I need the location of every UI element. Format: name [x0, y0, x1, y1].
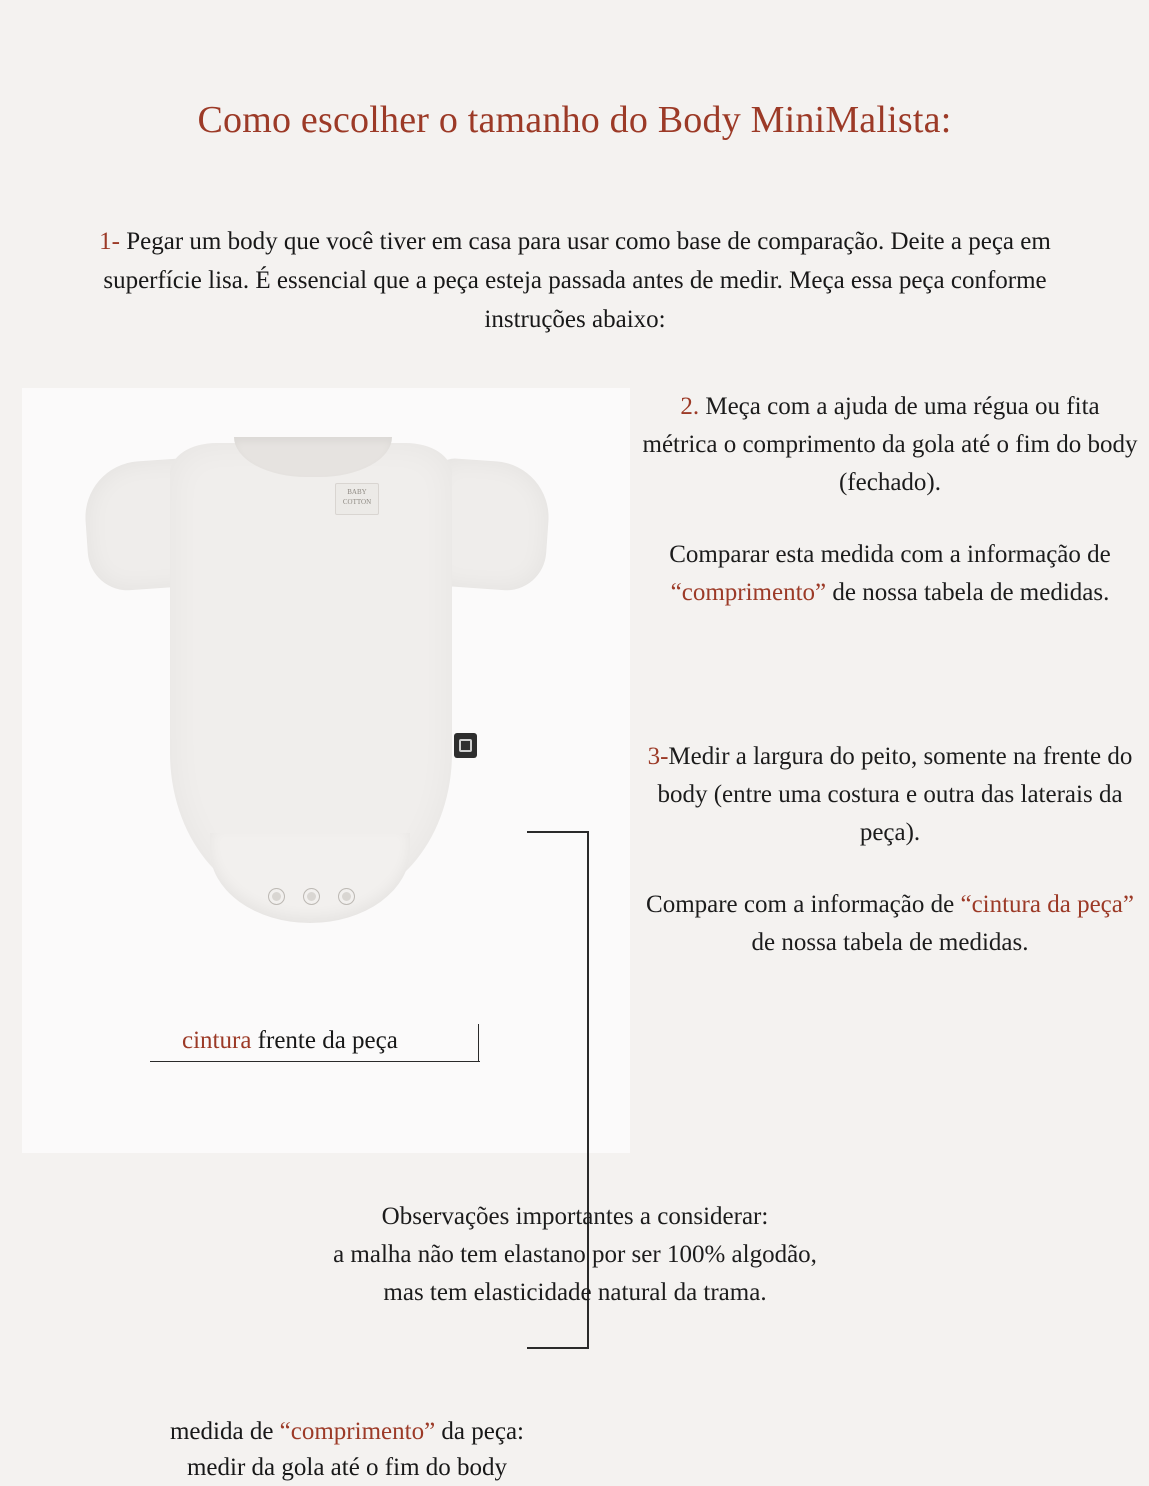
notes-line-3: mas tem elasticidade natural da trama.: [383, 1279, 767, 1306]
caption-prefix: medida de: [169, 1418, 280, 1445]
important-notes: [95, 1198, 1055, 1312]
waist-measure-line: [150, 1061, 480, 1062]
waist-label-accent: cintura: [182, 1027, 252, 1054]
step-2-text: Meça com a ajuda de uma régua ou fita métrica o comprimento da gola até o fim do body (fechado).: [642, 393, 1138, 496]
caption-line2: medir da gola até o fim do body: [186, 1454, 508, 1481]
notes-line-2: a malha não tem elastano por ser 100% algodão,: [333, 1241, 817, 1268]
step-2-paragraph: [640, 388, 1140, 502]
page-title: Como escolher o tamanho do Body MiniMalista:: [197, 99, 952, 141]
step-3-text: Medir a largura do peito, somente na frente do body (entre uma costura e outra das laterais da peça).: [657, 743, 1133, 846]
intro-step-number: 1-: [99, 228, 120, 255]
step-2-compare-accent: “comprimento”: [670, 579, 827, 606]
step-2-compare-prefix: Comparar esta medida com a informação de: [669, 541, 1111, 568]
bodysuit-crotch: [210, 833, 410, 923]
snap-button: [303, 888, 320, 905]
step-3-compare-prefix: Compare com a informação de: [646, 891, 961, 918]
waist-label-rest: frente da peça: [251, 1027, 398, 1054]
intro-text: Pegar um body que você tiver em casa para usar como base de comparação. Deite a peça em superfície lisa. É essencial que a peça esteja passada antes de medir. Meça essa peça conforme instruções abaixo:: [103, 228, 1051, 333]
step-3-compare-suffix: de nossa tabela de medidas.: [751, 929, 1029, 956]
caption-suffix: da peça:: [435, 1418, 525, 1445]
waist-measure-end-tick: [478, 1024, 479, 1062]
waist-measure-label: [182, 1026, 398, 1056]
notes-line-1: Observações importantes a considerar:: [381, 1203, 769, 1230]
length-caption: [62, 1414, 632, 1486]
step-3-number: 3-: [647, 743, 669, 770]
step-2-compare-paragraph: [640, 536, 1140, 612]
garment-care-tag: BABY COTTON: [335, 483, 379, 515]
step-2-compare-suffix: de nossa tabela de medidas.: [826, 579, 1110, 606]
step-2-number: 2.: [680, 393, 700, 420]
snap-button: [268, 888, 285, 905]
step-3-paragraph: [640, 738, 1140, 852]
brand-label-icon: [454, 733, 477, 758]
snap-button: [338, 888, 355, 905]
caption-accent: “comprimento”: [279, 1418, 436, 1445]
intro-paragraph: [95, 222, 1055, 339]
step-3-compare-paragraph: [640, 886, 1140, 962]
step-3-compare-accent: “cintura da peça”: [960, 891, 1134, 918]
baby-bodysuit-illustration: [82, 433, 552, 943]
